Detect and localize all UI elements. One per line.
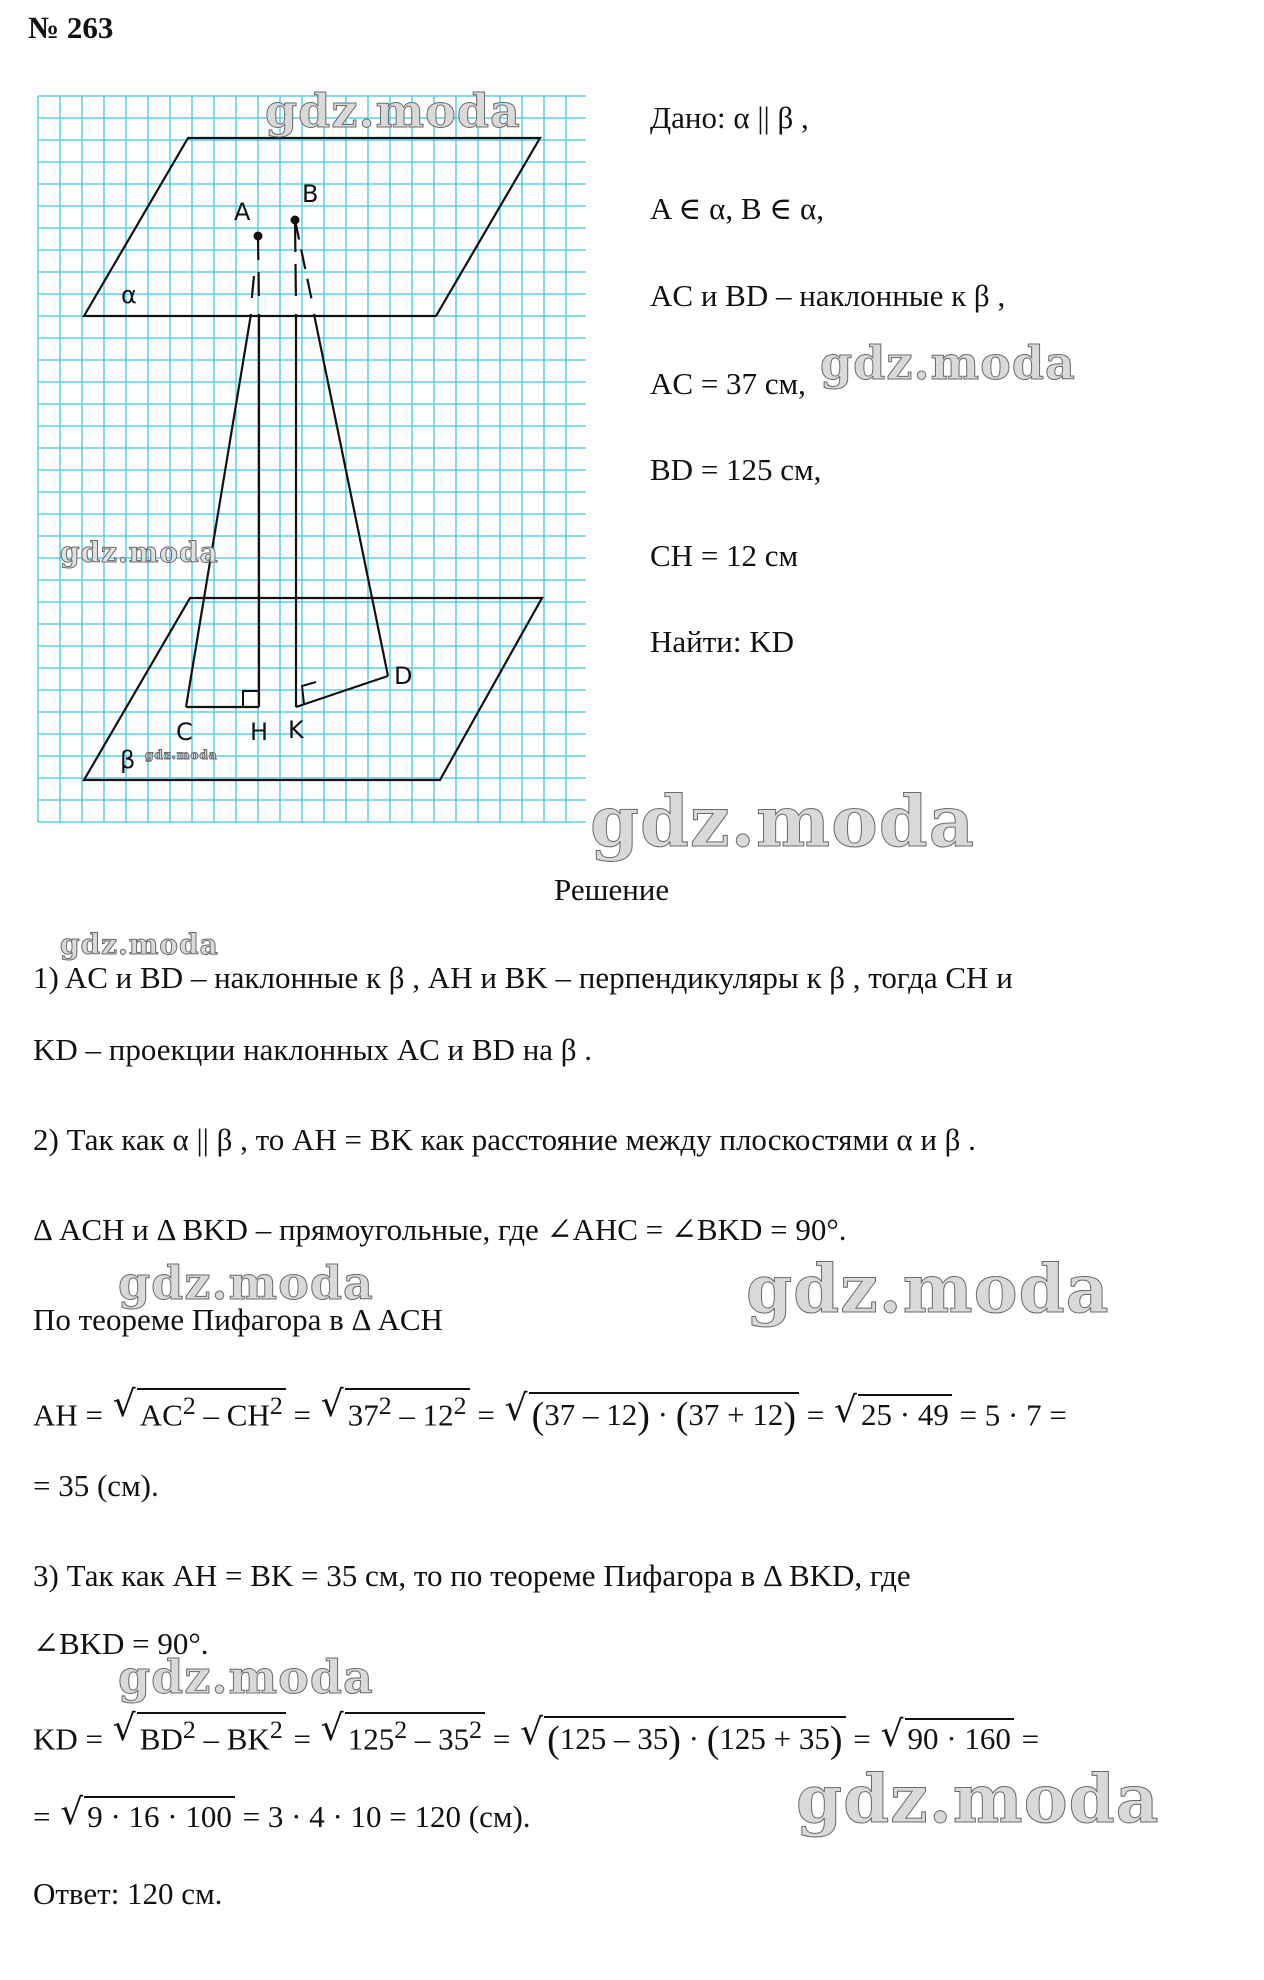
mul-dot-2: · (680, 1721, 707, 1757)
given-find: Найти: KD (650, 624, 795, 659)
equals-1: = (293, 1397, 311, 1433)
segment-bk-hidden (295, 220, 296, 306)
watermark: gdz.moda (118, 1256, 374, 1310)
sqrt-90-160 (881, 1718, 1014, 1757)
segment-ac (186, 314, 251, 707)
term-bk: – BK (195, 1721, 270, 1757)
answer: Ответ: 120 см. (33, 1876, 223, 1911)
sqrt-bd-bk (113, 1712, 286, 1757)
solution-step1-line1: 1) AC и BD – наклонные к β , AH и BK – перпендикуляры к β , тогда CH и (33, 960, 1013, 995)
right-angle-h (243, 691, 259, 707)
solution-pythagoras-ach: По теореме Пифагора в Δ ACH (33, 1302, 443, 1337)
term-ac: AC (139, 1397, 183, 1433)
term-bd: BD (139, 1721, 183, 1757)
equals-5: = (492, 1721, 511, 1757)
term-sum: 37 + 12 (688, 1397, 784, 1433)
watermark: gdz.moda (60, 536, 219, 569)
term-125: 125 (347, 1721, 395, 1757)
sqrt-9-16-100 (60, 1796, 235, 1835)
term-ch: – CH (195, 1397, 270, 1433)
watermark: gdz.moda (118, 1650, 374, 1704)
exp-ac: 2 (182, 1391, 196, 1420)
exp-37: 2 (378, 1391, 392, 1420)
sqrt-product-125: √ (125 – 35) · (125 + 35) (520, 1716, 845, 1762)
label-b: B (302, 180, 319, 208)
term-12: – 12 (391, 1397, 454, 1433)
equals-4: = (293, 1721, 311, 1757)
sqrt-ac-ch (113, 1388, 286, 1433)
label-h: H (250, 718, 269, 746)
segment-bd (314, 314, 388, 676)
exp-125: 2 (394, 1715, 408, 1744)
solution-triangles: Δ ACH и Δ BKD – прямоугольные, где ∠AHC = ∠BKD = 90°. (33, 1212, 847, 1247)
angle-bkd: ∠BKD = 90°. (33, 1626, 209, 1661)
equals-6: = (853, 1721, 871, 1757)
plane-beta-outline (84, 598, 542, 780)
equals-2: = (477, 1397, 495, 1433)
solution-step2: 2) Так как α || β , то AH = BK как расстояние между плоскостями α и β . (33, 1122, 976, 1157)
label-alpha: α (121, 281, 137, 309)
exp-bk: 2 (269, 1715, 283, 1744)
plane-alpha-outline (84, 138, 540, 316)
label-c: C (176, 718, 193, 746)
term-37: 37 (347, 1397, 379, 1433)
segment-ac-hidden (251, 276, 254, 306)
mul-dot: · (649, 1397, 676, 1433)
exp-35: 2 (469, 1715, 483, 1744)
segment-kd (296, 676, 388, 707)
watermark: gdz.moda (145, 748, 218, 762)
label-k: K (288, 716, 304, 744)
given-bd: BD = 125 см, (650, 452, 822, 487)
formula-ah-lhs: AH = (33, 1397, 104, 1433)
sqrt-37-12 (321, 1388, 470, 1433)
point-b-dot (291, 216, 300, 225)
sqrt-product-37: √ (37 – 12) · (37 + 12) (505, 1392, 799, 1438)
result-ah: = 35 (см). (33, 1468, 159, 1503)
problem-number: № 263 (28, 10, 114, 45)
given-parallel: Дано: α || β , (650, 100, 809, 135)
label-d: D (394, 662, 413, 690)
term-25-49: 25 · 49 (858, 1394, 952, 1432)
watermark: gdz.moda (746, 1250, 1110, 1328)
term-35: – 35 (407, 1721, 470, 1757)
watermark: gdz.moda (590, 780, 976, 863)
formula-ah (33, 1388, 1067, 1438)
exp-bd: 2 (182, 1715, 196, 1744)
solution-step3: 3) Так как AH = BK = 35 см, то по теореме Пифагора в Δ BKD, где (33, 1558, 911, 1593)
sqrt-125-35 (321, 1712, 485, 1757)
formula-kd-result-tail: = 3 · 4 · 10 = 120 (см). (242, 1799, 531, 1834)
exp-12: 2 (453, 1391, 467, 1420)
given-oblique: AC и BD – наклонные к β , (650, 278, 1006, 313)
solution-title: Решение (554, 872, 670, 907)
term-diff-2: 125 – 35 (559, 1721, 669, 1757)
watermark: gdz.moda (60, 928, 219, 961)
formula-kd (33, 1712, 1039, 1762)
formula-kd-tail: = (1021, 1721, 1040, 1757)
geometry-figure (38, 96, 586, 822)
figure-svg (38, 96, 586, 822)
sqrt-25-49 (834, 1394, 952, 1433)
watermark: gdz.moda (796, 1760, 1160, 1838)
label-a: A (234, 198, 251, 226)
term-diff: 37 – 12 (544, 1397, 638, 1433)
segment-bd-hidden (295, 220, 313, 306)
formula-ah-tail: = 5 · 7 = (959, 1397, 1067, 1433)
watermark: gdz.moda (820, 336, 1076, 390)
term-sum-2: 125 + 35 (719, 1721, 830, 1757)
solution-step1-line2: KD – проекции наклонных AC и BD на β . (33, 1032, 593, 1067)
term-9-16-100: 9 · 16 · 100 (84, 1796, 235, 1834)
equals-3: = (806, 1397, 825, 1433)
equals-7: = (33, 1799, 51, 1834)
formula-kd-lhs: KD = (33, 1721, 104, 1757)
given-ch: CH = 12 см (650, 538, 799, 573)
watermark: gdz.moda (265, 84, 521, 138)
label-beta: β (120, 746, 136, 774)
formula-kd-result (33, 1796, 531, 1835)
given-ac: AC = 37 см, (650, 366, 806, 401)
term-90-160: 90 · 160 (905, 1718, 1014, 1756)
point-a-dot (254, 232, 263, 241)
exp-ch: 2 (269, 1391, 283, 1420)
given-points: A ∈ α, B ∈ α, (650, 191, 824, 226)
